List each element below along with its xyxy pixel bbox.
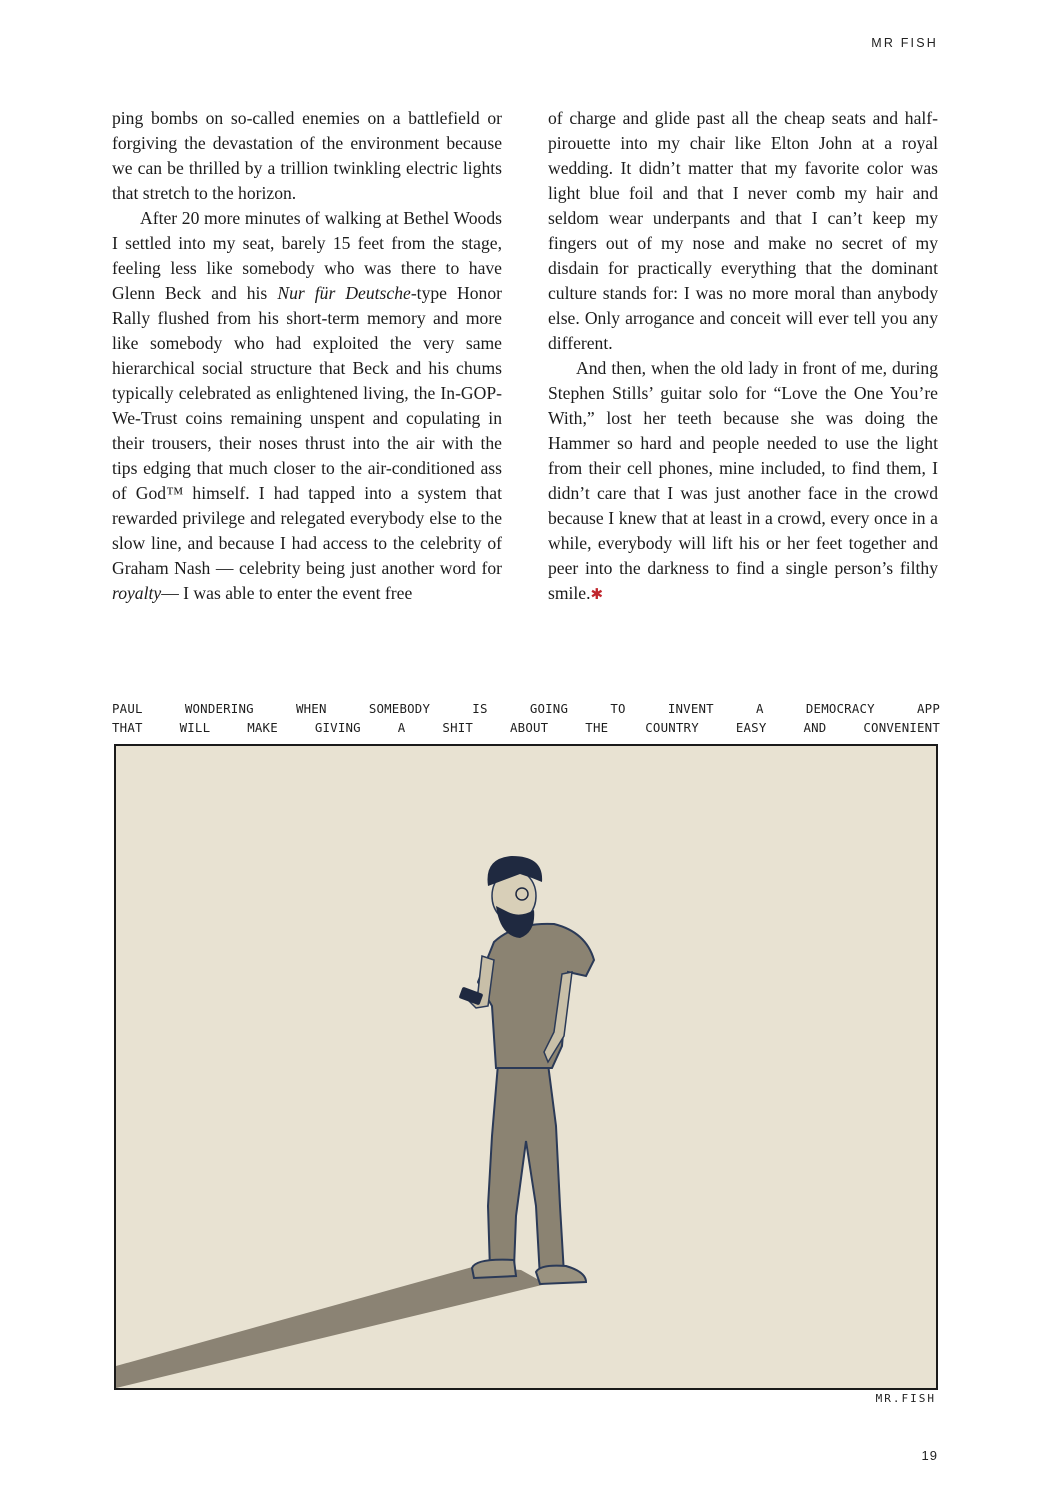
text-run: After 20 more minutes of walking at Bethel Woods I settled into my seat, barely 15 feet from the stage, feeling less like somebody who was there to have Glenn Beck and his [112,208,502,303]
left-shoe [472,1260,516,1278]
page-number: 19 [921,1448,938,1463]
text-run: — I was able to enter the event free [161,583,413,603]
paragraph [548,356,938,607]
cartoonist-signature: MR.FISH [875,1392,936,1405]
paragraph [112,206,502,606]
cast-shadow [116,1266,546,1388]
running-head: MR FISH [871,36,938,50]
figure-torso [478,924,594,1068]
article-column-right [548,106,938,607]
right-shoe [536,1266,586,1284]
paragraph: of charge and glide past all the cheap seats and half-pirouette into my chair like Elton John at a royal wedding. It didn’t matter that my favorite color was light blue foil and that I never comb my hair and seldom wear underpants and that I can’t keep my fingers out of my nose and make no secret of my disdain for practically everything that the dominant culture stands for: I was no more moral than anybody else. Only arrogance and conceit will ever tell you any different. [548,108,938,353]
text-run: And then, when the old lady in front of me, during Stephen Stills’ guitar solo for “Love the One You’re With,” lost her teeth because she was doing the Hammer so hard and people needed to use the light from their cell phones, mine included, to find them, I didn’t care that I was just another face in the crowd because I knew that at least in a crowd, every once in a while, everybody will lift his or her feet together and peer into the darkness to find a single person’s filthy smile. [548,358,938,603]
italic-text: Nur für Deutsche [277,283,411,303]
cartoon-caption-line-2: THAT WILL MAKE GIVING A SHIT ABOUT THE COUNTRY EASY AND CONVENIENT [112,720,940,735]
text-run: -type Honor Rally flushed from his short-term memory and more like somebody who had exploited the very same hierarchical social structure that Beck and his chums typically celebrated as enlightened living, the In-GOP-We-Trust coins remaining unspent and copulating in their trousers, their noses thrust into the air with the tips edging that much closer to the air-conditioned ass of God™ himself. I had tapped into a system that rewarded privilege and relegated everybody else to the slow line, and because I had access to the celebrity of Graham Nash — celebrity being just another word for [112,283,502,578]
end-mark-icon: ✱ [590,585,604,603]
italic-text: royalty [112,583,162,603]
figure-legs [488,1064,564,1278]
cartoon-panel [114,744,938,1390]
cartoon-illustration [116,746,936,1388]
paragraph: ping bombs on so-called enemies on a battlefield or forgiving the devastation of the environment because we can be thrilled by a trillion twinkling electric lights that stretch to the horizon. [112,108,502,203]
article-column-left [112,106,502,606]
cartoon-caption-line-1: PAUL WONDERING WHEN SOMEBODY IS GOING TO INVENT A DEMOCRACY APP [112,701,940,716]
